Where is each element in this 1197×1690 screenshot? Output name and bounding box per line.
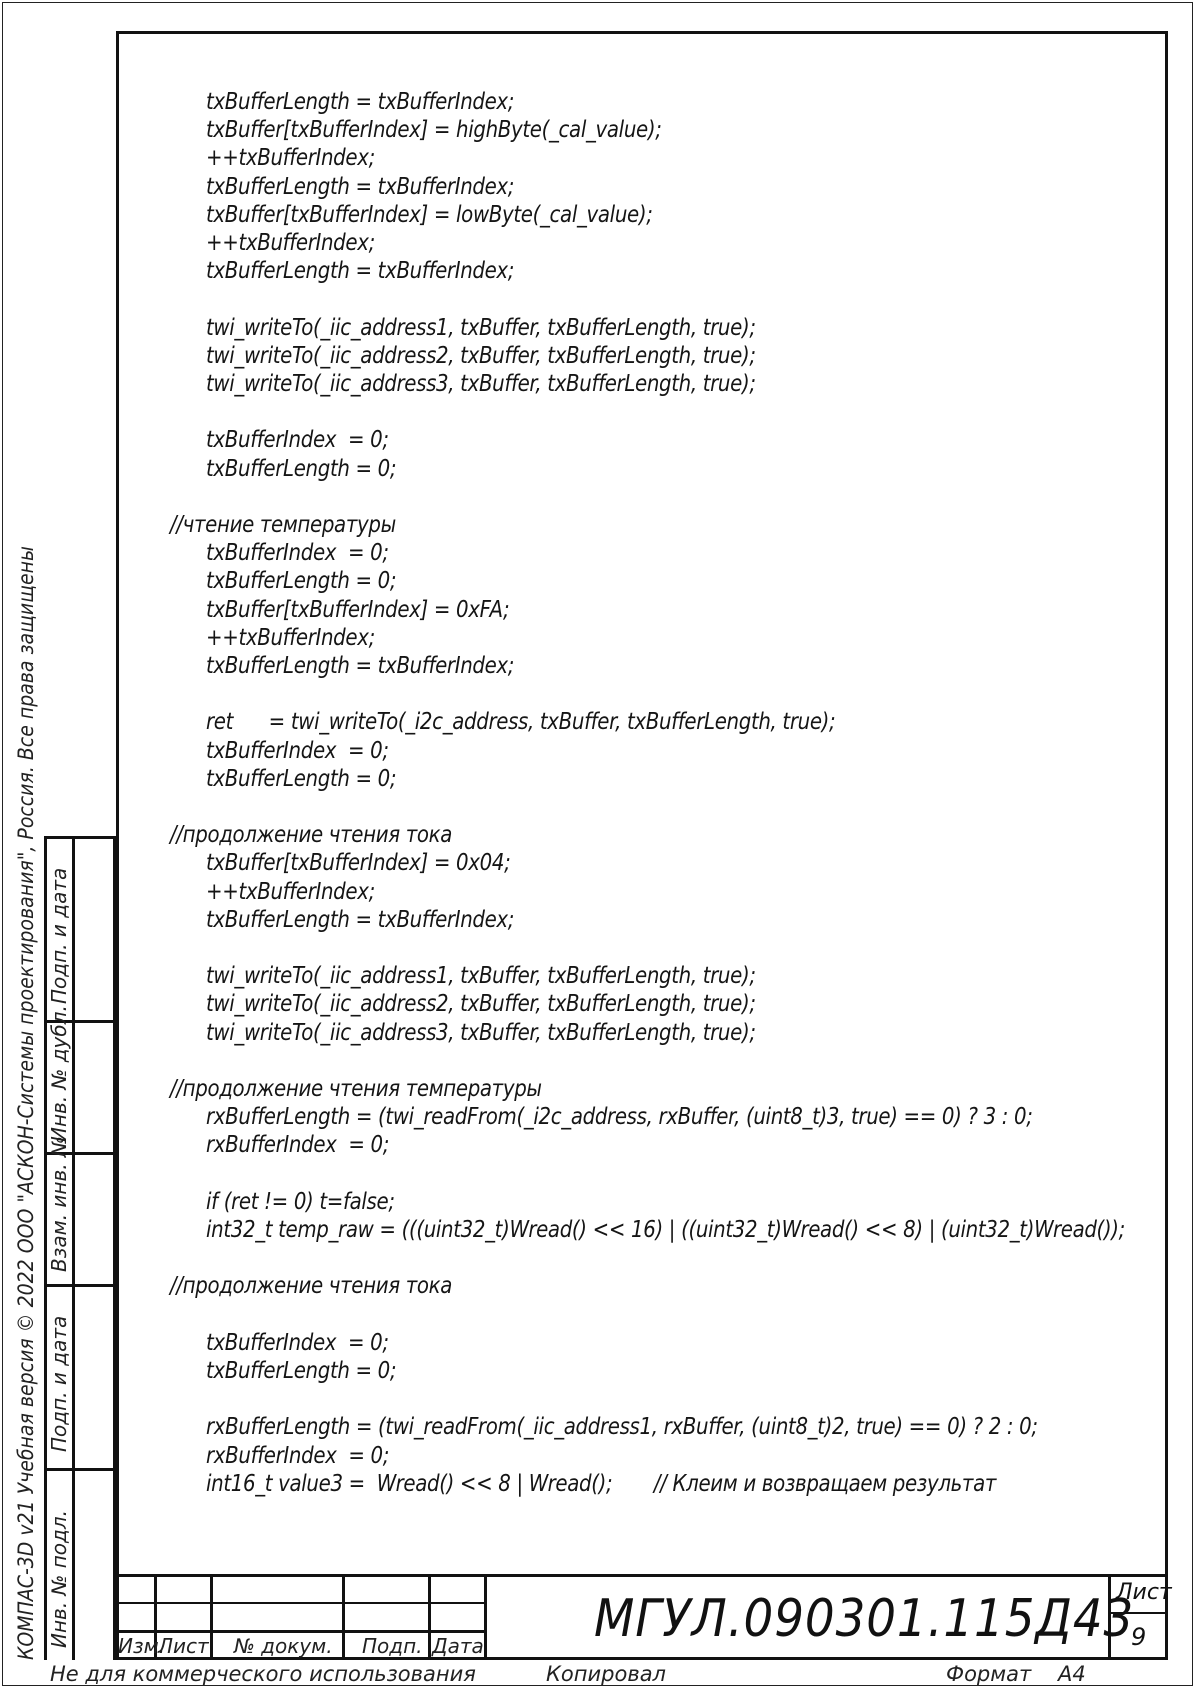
ls-column-divider bbox=[72, 836, 75, 1660]
code-line: ++txBufferIndex; bbox=[206, 145, 375, 172]
code-line: twi_writeTo(_iic_address1, txBuffer, txBufferLength, true); bbox=[206, 963, 756, 990]
footer-copied: Копировал bbox=[546, 1662, 666, 1686]
code-line: txBufferLength = txBufferIndex; bbox=[206, 173, 515, 200]
code-line: twi_writeTo(_iic_address1, txBuffer, txBufferLength, true); bbox=[206, 314, 756, 341]
code-line: txBuffer[txBufferIndex] = 0x04; bbox=[206, 850, 511, 877]
code-line: txBufferIndex = 0; bbox=[206, 427, 389, 454]
footer-format-label: Формат bbox=[946, 1662, 1032, 1686]
code-line: txBufferLength = 0; bbox=[206, 568, 397, 595]
sheet-number: 9 bbox=[1131, 1623, 1147, 1651]
document-code: МГУЛ.090301.115Д43 bbox=[594, 1589, 1135, 1649]
footer-format-value: А4 bbox=[1058, 1662, 1086, 1686]
code-line: txBuffer[txBufferIndex] = lowByte(_cal_value); bbox=[206, 201, 653, 228]
left-stamp-strip bbox=[44, 836, 116, 1660]
col-podp: Подп. bbox=[362, 1634, 423, 1658]
code-line: txBufferIndex = 0; bbox=[206, 540, 389, 567]
code-line: ++txBufferIndex; bbox=[206, 878, 375, 905]
code-line: rxBufferLength = (twi_readFrom(_iic_address1, rxBuffer, (uint8_t)2, true) == 0) ? 2 : 0; bbox=[206, 1414, 1038, 1441]
code-line: twi_writeTo(_iic_address3, txBuffer, txBufferLength, true); bbox=[206, 371, 756, 397]
sheet-label: Лист bbox=[1116, 1580, 1172, 1605]
col-list: Лист bbox=[158, 1634, 209, 1658]
code-line: txBuffer[txBufferIndex] = 0xFA; bbox=[206, 596, 510, 623]
code-line: twi_writeTo(_iic_address3, txBuffer, txBufferLength, true); bbox=[206, 1019, 756, 1046]
code-line: twi_writeTo(_iic_address2, txBuffer, txBufferLength, true); bbox=[206, 342, 756, 369]
code-line: rxBufferIndex = 0; bbox=[206, 1132, 390, 1159]
code-line: ++txBufferIndex; bbox=[206, 624, 375, 651]
code-line: txBufferLength = txBufferIndex; bbox=[206, 906, 515, 933]
code-line: int32_t temp_raw = (((uint32_t)Wread() << 16) | ((uint32_t)Wread() << 8) | (uint32_t)Wread()); bbox=[206, 1217, 1126, 1243]
code-line: txBufferLength = txBufferIndex; bbox=[206, 653, 515, 679]
code-line: txBufferIndex = 0; bbox=[206, 737, 389, 764]
code-line: txBufferLength = 0; bbox=[206, 765, 397, 792]
label-vzam-inv: Взам. инв. № bbox=[47, 1136, 71, 1272]
code-line: txBufferLength = 0; bbox=[206, 455, 397, 482]
code-line: txBuffer[txBufferIndex] = highByte(_cal_value); bbox=[206, 117, 662, 144]
code-line: txBufferLength = 0; bbox=[206, 1358, 397, 1384]
code-line: rxBufferLength = (twi_readFrom(_i2c_address, rxBuffer, (uint8_t)3, true) == 0) ? 3 : 0; bbox=[206, 1104, 1033, 1131]
code-line: if (ret != 0) t=false; bbox=[206, 1188, 395, 1215]
copyright-notice: КОМПАС-3D v21 Учебная версия © 2022 ООО "АСКОН-Системы проектирования", Россия. Все права защищены bbox=[14, 546, 38, 1661]
code-line: txBufferLength = txBufferIndex; bbox=[206, 89, 515, 115]
col-izm: Изм. bbox=[118, 1634, 166, 1658]
footer-noncommercial: Не для коммерческого использования bbox=[50, 1662, 476, 1686]
label-podp-data-bottom: Подп. и дата bbox=[47, 1315, 71, 1452]
code-line: txBufferIndex = 0; bbox=[206, 1329, 389, 1356]
label-inv-dubl: Инв. № дубл. bbox=[47, 1005, 71, 1142]
code-line: twi_writeTo(_iic_address2, txBuffer, txBufferLength, true); bbox=[206, 991, 756, 1018]
label-inv-podl: Инв. № подл. bbox=[47, 1510, 71, 1648]
code-line: ret = twi_writeTo(_i2c_address, txBuffer, txBufferLength, true); bbox=[206, 709, 836, 736]
code-comment-line: //чтение температуры bbox=[170, 512, 396, 538]
col-data: Дата bbox=[432, 1634, 484, 1658]
col-doc-number: № докум. bbox=[234, 1634, 333, 1658]
code-line: rxBufferIndex = 0; bbox=[206, 1442, 390, 1469]
code-comment-line: //продолжение чтения тока bbox=[170, 1273, 453, 1300]
code-line: int16_t value3 = Wread() << 8 | Wread(); // Клеим и возвращаем результат bbox=[206, 1470, 997, 1497]
code-comment-line: //продолжение чтения тока bbox=[170, 822, 453, 849]
code-line: txBufferLength = txBufferIndex; bbox=[206, 258, 515, 285]
code-comment-line: //продолжение чтения температуры bbox=[170, 1076, 542, 1102]
code-line: ++txBufferIndex; bbox=[206, 230, 375, 256]
label-podp-data-top: Подп. и дата bbox=[47, 867, 71, 1004]
